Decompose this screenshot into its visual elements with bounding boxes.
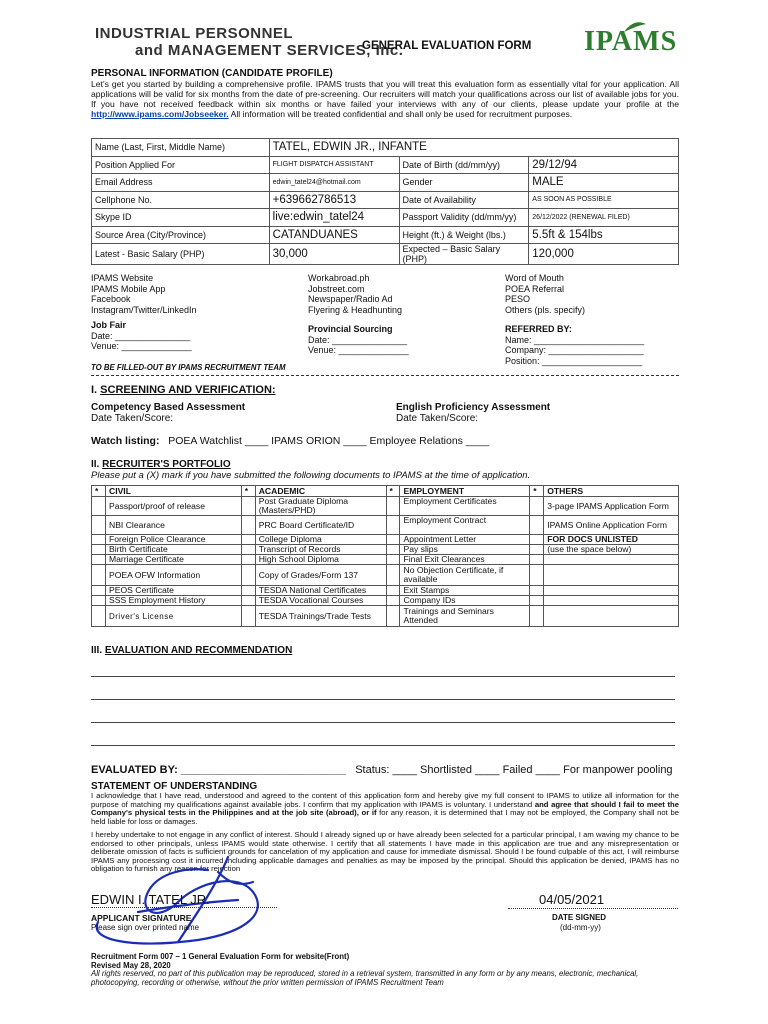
checkbox-cell[interactable] <box>530 545 544 555</box>
ipams-logo <box>584 26 679 62</box>
doc-cell: IPAMS Online Application Form <box>544 516 679 535</box>
company-name-line2: and MANAGEMENT SERVICES, Inc. <box>135 42 404 59</box>
checkbox-cell[interactable] <box>92 497 106 516</box>
provincial-heading: Provincial Sourcing <box>308 324 393 334</box>
dob-value: 29/12/94 <box>529 156 679 174</box>
availability-value: AS SOON AS POSSIBLE <box>529 191 679 209</box>
provincial-date: Date: _______________ <box>308 334 408 345</box>
source-area-label: Source Area (City/Province) <box>92 226 270 244</box>
source-item: IPAMS Mobile App <box>91 283 166 294</box>
portfolio-heading <box>91 459 231 470</box>
evaluation-line[interactable] <box>91 699 675 700</box>
job-fair-heading: Job Fair <box>91 320 127 330</box>
checkbox-cell[interactable] <box>92 606 106 627</box>
expected-salary-value: 120,000 <box>529 244 679 265</box>
checkbox-cell[interactable]: * <box>92 486 106 497</box>
source-item: Flyering & Headhunting <box>308 304 403 315</box>
doc-cell: POEA OFW Information <box>105 565 241 586</box>
watch-listing <box>91 435 489 447</box>
competency-date: Date Taken/Score: <box>91 413 174 424</box>
gender-label: Gender <box>399 174 529 192</box>
doc-cell: Final Exit Clearances <box>400 555 530 565</box>
footer <box>91 953 679 987</box>
intro-paragraph <box>91 79 679 119</box>
doc-cell: Pay slips <box>400 545 530 555</box>
statement-text-b: and agree that should I fail to meet the Company's physical tests in the Philippines and at the job site (abroad), or if <box>91 799 679 818</box>
email-value: edwin_tatel24@hotmail.com <box>269 174 399 192</box>
evaluation-line[interactable] <box>91 676 675 677</box>
cellphone-value: +639662786513 <box>269 191 399 209</box>
checkbox-cell[interactable] <box>386 555 400 565</box>
intro-text-b: All information will be treated confidential and shall only be used for recruitment purposes. <box>230 109 573 119</box>
source-area-value: CATANDUANES <box>269 226 399 244</box>
company-name-line1: INDUSTRIAL PERSONNEL <box>95 25 294 42</box>
checkbox-cell[interactable] <box>530 565 544 586</box>
checkbox-cell[interactable]: * <box>530 486 544 497</box>
doc-cell <box>544 596 679 606</box>
doc-cell: Foreign Police Clearance <box>105 535 241 545</box>
checkbox-cell[interactable] <box>241 516 255 535</box>
latest-salary-value: 30,000 <box>269 244 399 265</box>
signature-instruction: Please sign over printed name <box>91 923 200 932</box>
gender-value: MALE <box>529 174 679 192</box>
source-item: Others (pls. specify) <box>505 304 586 315</box>
checkbox-cell[interactable] <box>386 535 400 545</box>
screening-title: SCREENING AND VERIFICATION: <box>100 384 276 396</box>
doc-cell: TESDA National Certificates <box>255 586 386 596</box>
cellphone-label: Cellphone No. <box>92 191 270 209</box>
position-value: FLIGHT DISPATCH ASSISTANT <box>269 156 399 174</box>
english-block <box>396 402 550 424</box>
checkbox-cell[interactable] <box>92 545 106 555</box>
profile-heading: PERSONAL INFORMATION (CANDIDATE PROFILE) <box>91 68 333 79</box>
doc-cell: Transcript of Records <box>255 545 386 555</box>
checkbox-cell[interactable] <box>530 555 544 565</box>
name-label: Name (Last, First, Middle Name) <box>92 139 270 157</box>
footer-rights: All rights reserved, no part of this publication may be reproduced, stored in a retrieval system, transmitted in any form or by any means, electronic, mechanical, photocopying, recording or otherwise, without the prior written permission of IPAMS Recruitment Team <box>91 969 639 987</box>
applicant-printed-name: EDWIN I. TATEL JR. <box>91 892 210 907</box>
source-item: Word of Mouth <box>505 273 564 283</box>
source-item: Facebook <box>91 294 131 304</box>
passport-label: Passport Validity (dd/mm/yy) <box>399 209 529 227</box>
source-item: IPAMS Website <box>91 273 154 283</box>
checkbox-cell[interactable] <box>241 535 255 545</box>
english-date: Date Taken/Score: <box>396 413 479 424</box>
checkbox-cell[interactable] <box>92 596 106 606</box>
checkbox-cell[interactable] <box>241 586 255 596</box>
checkbox-cell[interactable] <box>530 497 544 516</box>
doc-cell: FOR DOCS UNLISTED <box>544 535 679 545</box>
checkbox-cell[interactable] <box>92 535 106 545</box>
statement-paragraph-2: I hereby undertake to not engage in any conflict of interest. Should I already signed up or have already been selected for a particular principal, I am waving my chance to be endorsed to other principals, unless IPAMS would state otherwise. I certify that all statements I have made in this application are true and any misrepresentation or deliberate omission of facts is sufficient grounds for cancelation of my application and cause for immediate dismissal. Should I be found culpable of this act, I will reimburse IPAMS any processing cost it incurred including applicable damages and penalties as may be imposed by the principal. Should this application be denied, IPAMS has no obligation to furnish any reason for rejection <box>91 830 679 874</box>
header-employment: EMPLOYMENT <box>400 486 530 497</box>
applicant-signature-label: APPLICANT SIGNATURE <box>91 913 192 923</box>
watch-text: POEA Watchlist ____ IPAMS ORION ____ Employee Relations ____ <box>168 435 490 447</box>
screening-heading <box>91 384 276 396</box>
company-name <box>95 26 403 58</box>
doc-cell: PRC Board Certificate/ID <box>255 516 386 535</box>
source-item: Jobstreet.com <box>308 283 365 294</box>
source-column-1 <box>91 273 197 315</box>
availability-label: Date of Availability <box>399 191 529 209</box>
doc-cell: College Diploma <box>255 535 386 545</box>
doc-cell: Exit Stamps <box>400 586 530 596</box>
statement-paragraph-1 <box>91 792 679 826</box>
competency-block <box>91 402 245 424</box>
checkbox-cell[interactable] <box>530 516 544 535</box>
doc-cell: High School Diploma <box>255 555 386 565</box>
evaluation-heading <box>91 645 292 656</box>
doc-cell: TESDA Vocational Courses <box>255 596 386 606</box>
checkbox-cell[interactable] <box>530 586 544 596</box>
checkbox-cell[interactable] <box>241 545 255 555</box>
statement-text-c: for any reason, it is determined that I may not be employed, the Company shall not be held liable for loss or damages. <box>91 808 679 826</box>
doc-cell: PEOS Certificate <box>105 586 241 596</box>
documents-table <box>91 485 679 627</box>
doc-cell: Driver's License <box>105 606 241 627</box>
doc-cell <box>544 606 679 627</box>
dob-label: Date of Birth (dd/mm/yy) <box>399 156 529 174</box>
footer-revised: Revised May 28, 2020 <box>91 960 171 970</box>
evaluation-num: III. <box>91 645 105 656</box>
checkbox-cell[interactable] <box>386 586 400 596</box>
job-fair-date: Date: _______________ <box>91 330 191 341</box>
doc-cell: Birth Certificate <box>105 545 241 555</box>
doc-cell <box>544 565 679 586</box>
doc-cell: SSS Employment History <box>105 596 241 606</box>
team-note: TO BE FILLED-OUT BY IPAMS RECRUITMENT TEAM <box>91 363 286 372</box>
source-item: Workabroad.ph <box>308 273 370 283</box>
checkbox-cell[interactable] <box>386 545 400 555</box>
checkbox-cell[interactable] <box>92 555 106 565</box>
checkbox-cell[interactable] <box>241 565 255 586</box>
source-item: POEA Referral <box>505 283 565 294</box>
evaluation-title: EVALUATION AND RECOMMENDATION <box>104 645 293 656</box>
date-signed-label: DATE SIGNED <box>552 913 607 922</box>
doc-cell: TESDA Trainings/Trade Tests <box>255 606 386 627</box>
passport-value: 26/12/2022 (RENEWAL FILED) <box>529 209 679 227</box>
checkbox-cell[interactable] <box>241 497 255 516</box>
doc-cell: Post Graduate Diploma (Masters/PHD) <box>255 497 386 516</box>
checkbox-cell[interactable] <box>530 606 544 627</box>
checkbox-cell[interactable] <box>530 535 544 545</box>
ipams-logo-text: IPAMS <box>584 26 678 57</box>
source-item: PESO <box>505 294 531 304</box>
portfolio-num: II. <box>91 459 103 470</box>
intro-text-a: Let's get you started by building a comprehensive profile. IPAMS trusts that you will treat this evaluation form as essentially vital for your application. All applications will be valid for six months from the date of pre-screening. Our recruiters will match your qualifications across our list of available jobs for you. If you have not received feedback within six months or have failed your interviews with any of our clients, please update your profile at the <box>91 79 679 109</box>
height-weight-label: Height (ft.) & Weight (lbs.) <box>399 226 529 244</box>
checkbox-cell[interactable] <box>92 565 106 586</box>
doc-cell: NBI Clearance <box>105 516 241 535</box>
doc-cell: Trainings and Seminars Attended <box>400 606 530 627</box>
status-options: Status: ____ Shortlisted ____ Failed ____ For manpower pooling <box>355 764 673 776</box>
provincial-venue: Venue: ______________ <box>308 345 409 355</box>
english-label: English Proficiency Assessment <box>396 402 551 413</box>
doc-cell <box>544 586 679 596</box>
job-fair-venue: Venue: ______________ <box>91 341 192 351</box>
expected-salary-label: Expected – Basic Salary (PHP) <box>399 244 529 265</box>
job-fair-block <box>91 320 192 352</box>
checkbox-cell[interactable]: * <box>241 486 255 497</box>
source-item: Instagram/Twitter/LinkedIn <box>91 304 197 315</box>
signature-line <box>91 907 277 908</box>
doc-cell: Copy of Grades/Form 137 <box>255 565 386 586</box>
statement-text-a: I acknowledge that I have read, understood and agreed to the content of this application form and hereby give my full consent to IPAMS to utilize all information for the purpose of matching my qualifications against available jobs. I confirm that my application with IPAMS is voluntary. I understand <box>91 791 679 809</box>
doc-cell: Marriage Certificate <box>105 555 241 565</box>
checkbox-cell[interactable] <box>241 555 255 565</box>
header-academic: ACADEMIC <box>255 486 386 497</box>
statement-heading: STATEMENT OF UNDERSTANDING <box>91 781 258 792</box>
checkbox-cell[interactable]: * <box>386 486 400 497</box>
date-signed-value: 04/05/2021 <box>539 892 605 907</box>
checkbox-cell[interactable] <box>241 606 255 627</box>
date-line <box>508 908 678 909</box>
doc-cell: 3-page IPAMS Application Form <box>544 497 679 516</box>
doc-cell: No Objection Certificate, if available <box>400 565 530 586</box>
height-weight-value: 5.5ft & 154lbs <box>529 226 679 244</box>
competency-label: Competency Based Assessment <box>91 402 246 413</box>
email-label: Email Address <box>92 174 270 192</box>
screening-num: I. <box>91 384 101 396</box>
checkbox-cell[interactable] <box>386 497 400 516</box>
leaf-icon <box>622 20 648 34</box>
referred-name: Name: ______________________ <box>505 334 645 345</box>
watch-label: Watch listing: <box>91 435 160 447</box>
provincial-block <box>308 324 409 356</box>
evaluated-by: EVALUATED BY: ___________________________ <box>91 764 347 776</box>
name-value: TATEL, EDWIN JR., INFANTE <box>269 139 678 157</box>
checkbox-cell[interactable] <box>530 596 544 606</box>
referred-position: Position: ____________________ <box>505 355 643 366</box>
checkbox-cell[interactable] <box>92 516 106 535</box>
doc-cell: Company IDs <box>400 596 530 606</box>
portfolio-title: RECRUITER'S PORTFOLIO <box>102 459 231 470</box>
referred-heading: REFERRED BY: <box>505 324 572 334</box>
jobseeker-link[interactable]: http://www.ipams.com/Jobseeker. <box>91 109 229 119</box>
doc-cell: (use the space below) <box>544 545 679 555</box>
header-others: OTHERS <box>544 486 679 497</box>
header-civil: CIVIL <box>105 486 241 497</box>
skype-label: Skype ID <box>92 209 270 227</box>
form-title: GENERAL EVALUATION FORM <box>362 40 532 52</box>
checkbox-cell[interactable] <box>92 586 106 596</box>
evaluated-by-row <box>91 764 673 776</box>
referred-block <box>505 324 644 366</box>
source-column-3 <box>505 273 585 315</box>
doc-cell: Passport/proof of release <box>105 497 241 516</box>
doc-cell: Employment Certificates <box>400 497 530 516</box>
doc-cell: Employment Contract <box>400 516 530 535</box>
candidate-info-table <box>91 138 679 265</box>
doc-cell <box>544 555 679 565</box>
checkbox-cell[interactable] <box>241 596 255 606</box>
latest-salary-label: Latest - Basic Salary (PHP) <box>92 244 270 265</box>
evaluation-line[interactable] <box>91 722 675 723</box>
checkbox-cell[interactable] <box>386 596 400 606</box>
doc-cell: Appointment Letter <box>400 535 530 545</box>
checkbox-cell[interactable] <box>386 565 400 586</box>
footer-form-id: Recruitment Form 007 – 1 General Evaluation Form for website(Front) <box>91 952 350 961</box>
checkbox-cell[interactable] <box>386 606 400 627</box>
checkbox-cell[interactable] <box>386 516 400 535</box>
position-label: Position Applied For <box>92 156 270 174</box>
skype-value: live:edwin_tatel24 <box>269 209 399 227</box>
portfolio-instruction: Please put a (X) mark if you have submitted the following documents to IPAMS at the time of application. <box>91 470 531 481</box>
evaluation-line[interactable] <box>91 745 675 746</box>
divider <box>91 375 679 376</box>
source-column-2 <box>308 273 402 315</box>
source-item: Newspaper/Radio Ad <box>308 294 393 304</box>
date-format: (dd-mm-yy) <box>560 923 601 932</box>
referred-company: Company: ___________________ <box>505 345 644 355</box>
